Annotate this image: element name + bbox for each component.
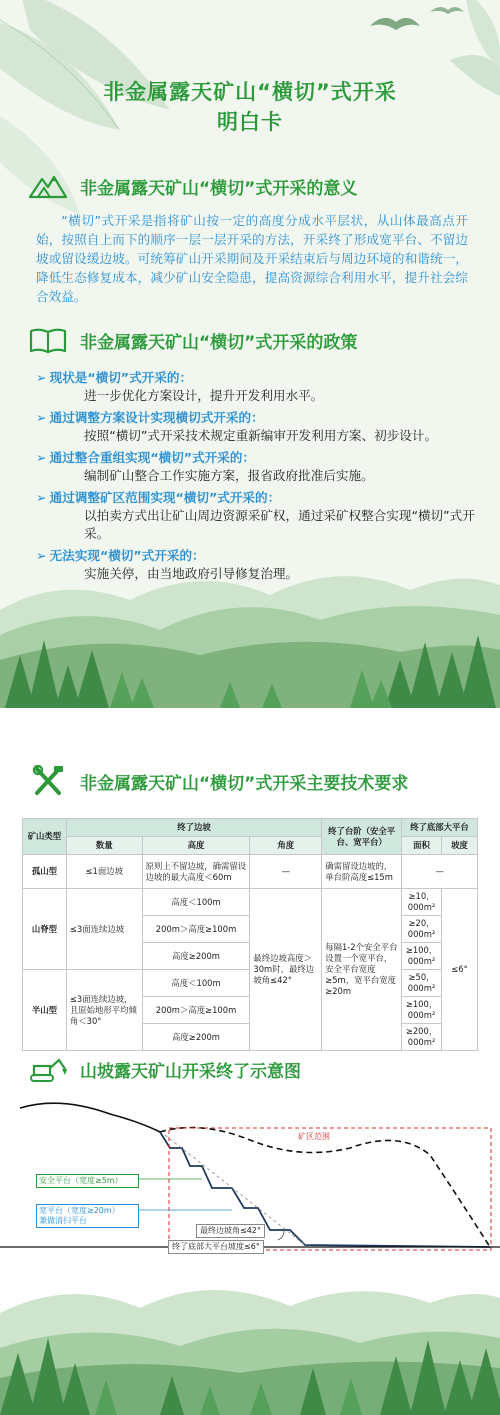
cell-height: 高度≥200m <box>142 943 250 970</box>
final-slope-angle-label: 最终边坡角≤42° <box>196 1224 265 1238</box>
section-meaning-header <box>28 171 357 201</box>
mining-diagram <box>0 1100 500 1260</box>
policy-item-desc: 进一步优化方案设计，提升开发利用水平。 <box>84 388 324 403</box>
policy-item-title: 通过调整矿区范围实现“横切”式开采的： <box>49 490 281 505</box>
cell-step: 确需留设边坡的，单台阶高度≤15m <box>322 855 402 889</box>
policy-item-desc: 按照“横切”式开采技术规定重新编审开发利用方案、初步设计。 <box>84 428 438 443</box>
cell-type: 半山型 <box>23 970 67 1051</box>
cell-angle-merged: 最终边坡高度＞30m时，最终边坡角≤42° <box>250 889 322 1051</box>
excavator-icon <box>28 1054 68 1084</box>
arrow-icon: ➢ <box>36 490 47 505</box>
header-count: 数量 <box>66 837 142 855</box>
wide-platform-label-line1: 宽平台（宽度≥20m） <box>39 1206 120 1215</box>
mountain-icon <box>28 171 68 201</box>
section-policy-header <box>28 325 357 355</box>
cell-type: 孤山型 <box>23 855 67 889</box>
policy-item-desc: 以拍卖方式出让矿山周边资源采矿权，通过采矿权整合实现“横切”式开采。 <box>84 508 475 541</box>
cell-height: 原则上不留边坡，确需留设边坡的最大高度＜60m <box>142 855 250 889</box>
bottom-platform-grade-label: 终了底部大平台坡度≤6° <box>168 1240 264 1254</box>
page-title-line2: 明白卡 <box>217 110 283 134</box>
cell-area: ≥200，000m² <box>402 1024 442 1051</box>
cell-height: 高度＜100m <box>142 889 250 916</box>
policy-item-desc: 编制矿山整合工作实施方案，报省政府批准后实施。 <box>84 468 374 483</box>
wide-platform-label-line2: 兼做清扫平台 <box>39 1216 87 1225</box>
cell-height: 200m＞高度≥100m <box>142 916 250 943</box>
cell-area: — <box>402 855 478 889</box>
header-bottom-platform: 终了底部大平台 <box>402 819 478 837</box>
cell-type: 山脊型 <box>23 889 67 970</box>
cell-height: 高度＜100m <box>142 970 250 997</box>
cell-height: 高度≥200m <box>142 1024 250 1051</box>
section-tech-heading: 非金属露天矿山“横切”式开采主要技术要求 <box>80 773 409 794</box>
section-meaning-heading: 非金属露天矿山“横切”式开采的意义 <box>80 178 358 199</box>
wide-platform-label <box>36 1204 139 1228</box>
section-diagram-header <box>28 1054 301 1084</box>
tools-icon <box>28 766 68 796</box>
arrow-icon: ➢ <box>36 410 47 425</box>
cell-area: ≥50，000m² <box>402 970 442 997</box>
section-policy-heading: 非金属露天矿山“横切”式开采的政策 <box>80 332 358 353</box>
policy-item-title: 无法实现“横切”式开采的： <box>49 548 205 563</box>
policy-item <box>36 409 476 445</box>
cell-count: ≤1面边坡 <box>66 855 142 889</box>
policy-item-title: 现状是“横切”式开采的： <box>49 370 193 385</box>
arrow-icon: ➢ <box>36 370 47 385</box>
cell-area: ≥20，000m² <box>402 916 442 943</box>
forest-illustration-top <box>0 560 500 708</box>
bottom-panel <box>0 708 500 1415</box>
mining-area-label: 矿区范围 <box>298 1132 330 1141</box>
policy-list <box>36 369 476 587</box>
cell-step-merged: 每隔1-2个安全平台设置一个宽平台，安全平台宽度≥5m，宽平台宽度≥20m <box>322 889 402 1051</box>
arrow-icon: ➢ <box>36 548 47 563</box>
header-angle: 角度 <box>250 837 322 855</box>
header-area: 面积 <box>402 837 442 855</box>
cell-height: 200m＞高度≥100m <box>142 997 250 1024</box>
tech-requirements-table <box>22 818 478 1051</box>
policy-item-title: 通过整合重组实现“横切”式开采的： <box>49 450 256 465</box>
page-title-line1: 非金属露天矿山“横切”式开采 <box>103 80 397 104</box>
header-mine-type: 矿山类型 <box>23 819 67 855</box>
cell-count: ≤3面连续边坡 <box>66 889 142 970</box>
forest-illustration-bottom <box>0 1268 500 1415</box>
cell-count: ≤3面连续边坡，且原始地形平均倾角＜30° <box>66 970 142 1051</box>
header-final-slope: 终了边坡 <box>66 819 321 837</box>
cell-angle: — <box>250 855 322 889</box>
cell-area: ≥100，000m² <box>402 943 442 970</box>
header-final-step: 终了台阶（安全平台、宽平台） <box>322 819 402 855</box>
header-height: 高度 <box>142 837 250 855</box>
cell-area: ≥10，000m² <box>402 889 442 916</box>
policy-item-title: 通过调整方案设计实现横切式开采的： <box>49 410 264 425</box>
cell-grade-merged: ≤6° <box>442 889 478 1051</box>
section-tech-header <box>28 766 408 796</box>
section-diagram-heading: 山坡露天矿山开采终了示意图 <box>80 1061 301 1082</box>
table-row <box>23 889 478 916</box>
book-icon <box>28 325 68 355</box>
policy-item <box>36 489 476 543</box>
header-grade: 坡度 <box>442 837 478 855</box>
policy-item <box>36 369 476 405</box>
table-row <box>23 855 478 889</box>
safety-platform-label: 安全平台（宽度≥5m） <box>36 1174 139 1188</box>
section-meaning-body: “横切”式开采是指将矿山按一定的高度分成水平层状，从山体最高点开始，按照自上而下的顺序一层一层开采的方法，开采终了形成宽平台、不留边坡或留设缓边坡。可统筹矿山开采期间及开采结束后与周边环境的和谐统一，降低生态修复成本，减少矿山安全隐患，提高资源综合利用水平，提升社会综合效益。 <box>36 213 468 304</box>
cell-area: ≥100，000m² <box>402 997 442 1024</box>
arrow-icon: ➢ <box>36 450 47 465</box>
policy-item-desc: 实施关停，由当地政府引导修复治理。 <box>84 566 299 581</box>
policy-item <box>36 449 476 485</box>
